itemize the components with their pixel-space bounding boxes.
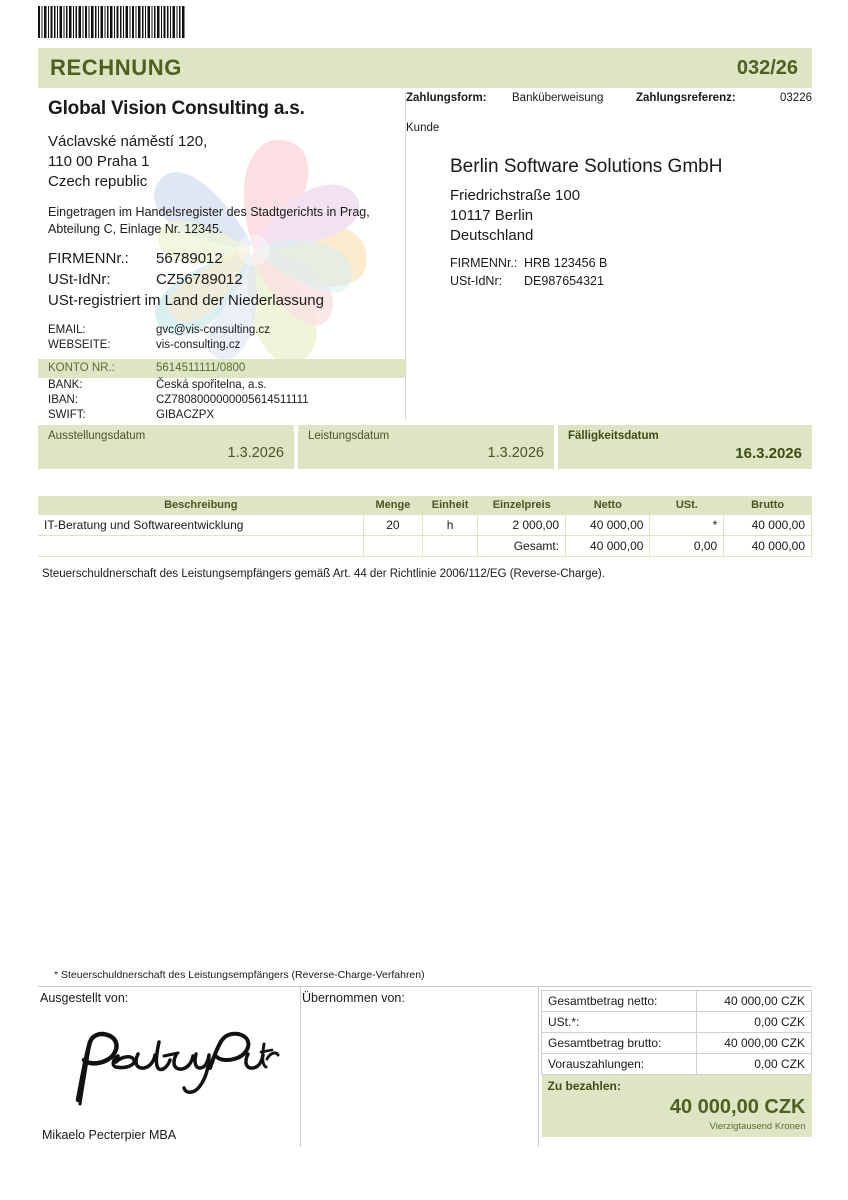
payment-method-value: Banküberweisung bbox=[512, 92, 604, 104]
supplier-website-value: vis-consulting.cz bbox=[156, 339, 241, 351]
supplier-iban-row bbox=[48, 393, 406, 408]
totals-row bbox=[542, 1012, 812, 1033]
customer-section-label: Kunde bbox=[406, 122, 440, 134]
supplier-email-value: gvc@vis-consulting.cz bbox=[156, 324, 270, 336]
supplier-address-line: Czech republic bbox=[48, 173, 148, 190]
supplier-company-no-label: FIRMENNr.: bbox=[48, 250, 129, 267]
item-unit: h bbox=[422, 515, 478, 536]
signature-divider-right bbox=[538, 987, 539, 1147]
supplier-block bbox=[38, 92, 406, 423]
supplier-bank-row bbox=[48, 378, 406, 393]
supplier-bank-value: Česká spořitelna, a.s. bbox=[156, 379, 267, 391]
supplier-account-value: 5614511111/0800 bbox=[156, 362, 246, 374]
supplier-website-label: WEBSEITE: bbox=[48, 339, 111, 351]
supplier-vat-note: USt-registriert im Land der Niederlassung bbox=[48, 292, 324, 309]
page-title: RECHNUNG bbox=[50, 55, 182, 80]
column-header-gross: Brutto bbox=[724, 496, 812, 515]
supplier-bank-label: BANK: bbox=[48, 379, 83, 391]
supplier-swift-label: SWIFT: bbox=[48, 409, 86, 421]
total-net-label: Gesamtbetrag netto: bbox=[542, 991, 697, 1012]
amount-due-value-row bbox=[542, 1094, 812, 1121]
customer-address-line: Friedrichstraße 100 bbox=[450, 187, 581, 204]
supplier-email-label: EMAIL: bbox=[48, 324, 86, 336]
payment-info-row bbox=[406, 92, 812, 104]
supply-date-box bbox=[298, 425, 554, 469]
supplier-website-row bbox=[48, 338, 406, 353]
received-by-label: Übernommen von: bbox=[302, 991, 405, 1005]
prepayments-label: Vorauszahlungen: bbox=[542, 1054, 697, 1075]
amount-due-value: 40 000,00 CZK bbox=[542, 1094, 812, 1121]
column-header-unit-price: Einzelpreis bbox=[478, 496, 566, 515]
item-gross: 40 000,00 bbox=[724, 515, 812, 536]
total-gross-value: 40 000,00 CZK bbox=[697, 1033, 812, 1054]
issued-by-label: Ausgestellt von: bbox=[40, 991, 129, 1005]
supplier-vat-id-value: CZ56789012 bbox=[156, 271, 243, 288]
total-spacer-qty bbox=[364, 536, 423, 557]
supplier-vat-id-row bbox=[48, 269, 406, 290]
prepayments-value: 0,00 CZK bbox=[697, 1054, 812, 1075]
item-quantity: 20 bbox=[364, 515, 423, 536]
total-vat-label: USt.*: bbox=[542, 1012, 697, 1033]
totals-row bbox=[542, 991, 812, 1012]
supply-date-value: 1.3.2026 bbox=[487, 445, 544, 461]
customer-vat-id-label: USt-IdNr: bbox=[450, 274, 503, 288]
barcode bbox=[38, 6, 186, 38]
table-total-row bbox=[38, 536, 812, 557]
total-net: 40 000,00 bbox=[566, 536, 650, 557]
total-gross: 40 000,00 bbox=[724, 536, 812, 557]
invoice-title-band bbox=[38, 48, 812, 88]
issued-by-block bbox=[40, 991, 300, 1005]
customer-vat-id-value: DE987654321 bbox=[524, 274, 604, 288]
totals-row bbox=[542, 1033, 812, 1054]
due-date-value: 16.3.2026 bbox=[735, 445, 802, 462]
supplier-name: Global Vision Consulting a.s. bbox=[48, 98, 305, 119]
supplier-swift-row bbox=[48, 408, 406, 423]
invoice-number: 032/26 bbox=[736, 56, 798, 79]
column-header-description: Beschreibung bbox=[38, 496, 364, 515]
customer-company-no-label: FIRMENNr.: bbox=[450, 256, 518, 270]
customer-block bbox=[450, 156, 812, 290]
item-unit-price: 2 000,00 bbox=[478, 515, 566, 536]
table-header-row bbox=[38, 496, 812, 515]
customer-address-line: Deutschland bbox=[450, 227, 534, 244]
signature-divider-left bbox=[300, 987, 301, 1147]
supplier-company-no-value: 56789012 bbox=[156, 250, 223, 267]
supplier-contact-block bbox=[38, 323, 406, 353]
signer-name: Mikaelo Pecterpier MBA bbox=[42, 1128, 177, 1142]
total-vat: 0,00 bbox=[650, 536, 724, 557]
customer-name: Berlin Software Solutions GmbH bbox=[450, 156, 723, 177]
column-header-unit: Einheit bbox=[422, 496, 478, 515]
dates-band bbox=[38, 425, 812, 469]
barcode-icon bbox=[38, 6, 186, 38]
item-vat: * bbox=[650, 515, 724, 536]
total-gross-label: Gesamtbetrag brutto: bbox=[542, 1033, 697, 1054]
supply-date-label: Leistungsdatum bbox=[308, 430, 390, 442]
payment-reference-label: Zahlungsreferenz: bbox=[636, 92, 736, 104]
supplier-company-no-row bbox=[48, 248, 406, 269]
supplier-account-row bbox=[38, 359, 406, 378]
reverse-charge-footnote: * Steuerschuldnerschaft des Leistungsempfängers (Reverse-Charge-Verfahren) bbox=[54, 969, 425, 981]
item-description: IT-Beratung und Softwareentwicklung bbox=[38, 515, 364, 536]
supplier-bank-block bbox=[38, 359, 406, 423]
issue-date-box bbox=[38, 425, 294, 469]
totals-table bbox=[541, 990, 812, 1137]
due-date-box bbox=[558, 425, 812, 469]
reverse-charge-note: Steuerschuldnerschaft des Leistungsempfängers gemäß Art. 44 der Richtlinie 2006/112/EG (Reverse-Charge). bbox=[42, 568, 605, 580]
issue-date-label: Ausstellungsdatum bbox=[48, 430, 146, 442]
total-net-value: 40 000,00 CZK bbox=[697, 991, 812, 1012]
supplier-iban-value: CZ7808000000005614511111 bbox=[156, 394, 309, 406]
total-vat-value: 0,00 CZK bbox=[697, 1012, 812, 1033]
supplier-address-line: 110 00 Praha 1 bbox=[48, 153, 150, 170]
totals-row bbox=[542, 1054, 812, 1075]
amount-due-words: Vierzigtausend Kronen bbox=[542, 1121, 812, 1137]
column-header-net: Netto bbox=[566, 496, 650, 515]
amount-due-label-row bbox=[542, 1075, 812, 1095]
supplier-vat-id-label: USt-IdNr: bbox=[48, 271, 111, 288]
line-items-table bbox=[38, 496, 812, 557]
received-by-block bbox=[302, 991, 538, 1005]
column-header-quantity: Menge bbox=[364, 496, 423, 515]
customer-address-line: 10117 Berlin bbox=[450, 207, 534, 224]
due-date-label: Fälligkeitsdatum bbox=[568, 430, 659, 442]
supplier-swift-value: GIBACZPX bbox=[156, 409, 215, 421]
payment-method-label: Zahlungsform: bbox=[406, 92, 487, 104]
payment-and-customer-block bbox=[406, 92, 812, 290]
supplier-address-line: Václavské náměstí 120, bbox=[48, 133, 208, 150]
issue-date-value: 1.3.2026 bbox=[227, 445, 284, 461]
supplier-registration-note: Eingetragen im Handelsregister des Stadtgerichts in Prag, Abteilung C, Einlage Nr. 12345. bbox=[48, 205, 370, 236]
supplier-email-row bbox=[48, 323, 406, 338]
amount-due-words-row bbox=[542, 1121, 812, 1137]
column-header-vat: USt. bbox=[650, 496, 724, 515]
signature-image bbox=[60, 1028, 280, 1106]
table-row bbox=[38, 515, 812, 536]
total-label: Gesamt: bbox=[478, 536, 566, 557]
payment-reference-value: 03226 bbox=[780, 92, 812, 104]
supplier-account-label: KONTO NR.: bbox=[48, 362, 115, 374]
amount-due-label: Zu bezahlen: bbox=[542, 1075, 812, 1095]
customer-company-no-row bbox=[450, 254, 812, 272]
footer-divider bbox=[38, 986, 812, 987]
item-net: 40 000,00 bbox=[566, 515, 650, 536]
customer-vat-id-row bbox=[450, 272, 812, 290]
customer-company-no-value: HRB 123456 B bbox=[524, 256, 608, 270]
total-spacer bbox=[38, 536, 364, 557]
total-spacer-unit bbox=[422, 536, 478, 557]
supplier-iban-label: IBAN: bbox=[48, 394, 79, 406]
